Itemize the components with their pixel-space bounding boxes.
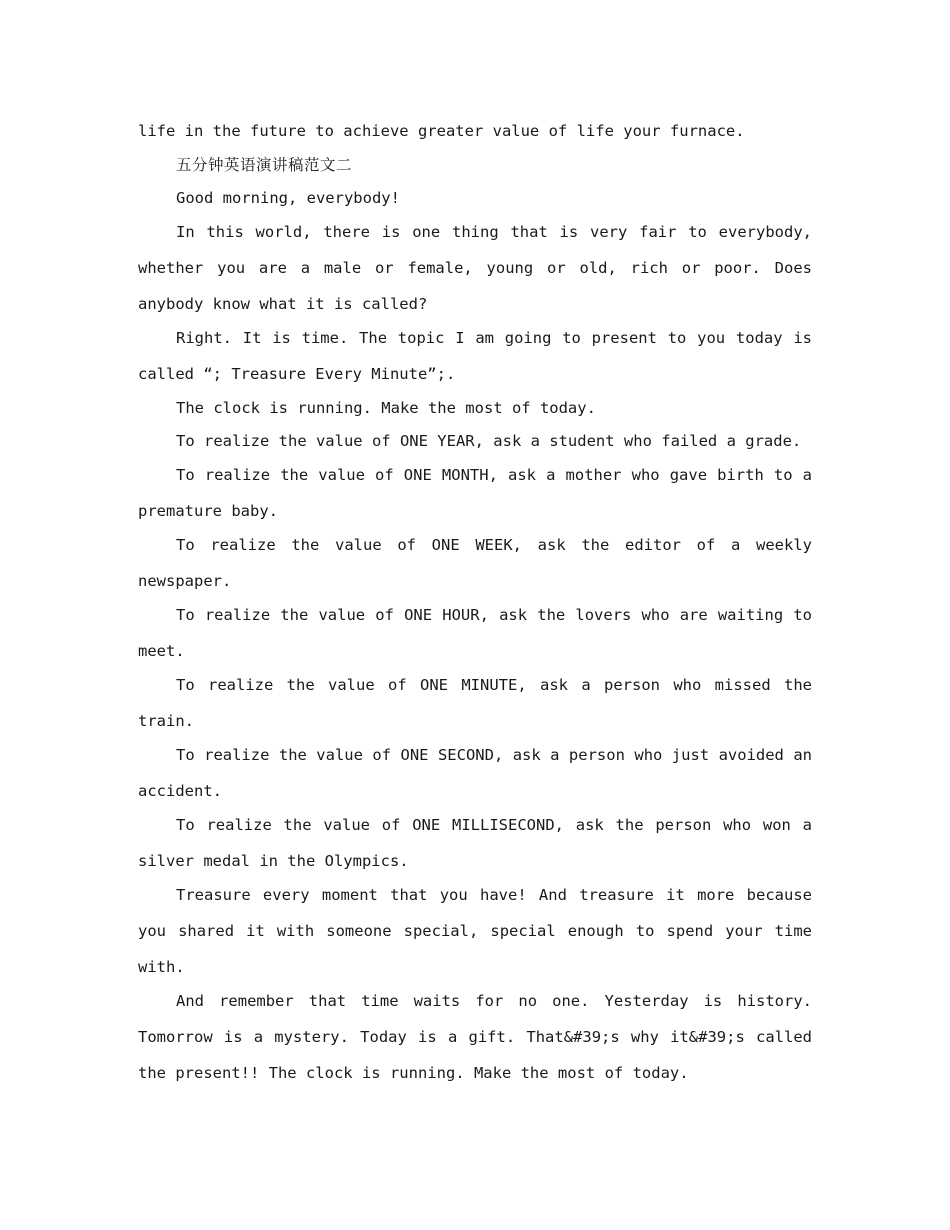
paragraph-line: To realize the value of ONE MILLISECOND, ask the person who won a <box>176 816 812 834</box>
paragraph-line: accident. <box>138 782 222 800</box>
greeting: Good morning, everybody! <box>176 189 400 207</box>
paragraph-line: In this world, there is one thing that is very fair to everybody, <box>176 223 812 241</box>
paragraph-line: train. <box>138 712 194 730</box>
paragraph-line: Treasure every moment that you have! And treasure it more because <box>176 886 812 904</box>
paragraph-line: silver medal in the Olympics. <box>138 852 409 870</box>
paragraph-line: meet. <box>138 642 185 660</box>
paragraph-line: Tomorrow is a mystery. Today is a gift. That&#39;s why it&#39;s called <box>138 1028 812 1046</box>
paragraph-line: with. <box>138 958 185 976</box>
paragraph-line: called “; Treasure Every Minute”;. <box>138 365 456 383</box>
paragraph-line: To realize the value of ONE HOUR, ask the lovers who are waiting to <box>176 606 812 624</box>
continuation-line: life in the future to achieve greater value of life your furnace. <box>138 122 745 140</box>
paragraph-line: you shared it with someone special, special enough to spend your time <box>138 922 812 940</box>
paragraph-line: The clock is running. Make the most of today. <box>176 399 596 417</box>
paragraph-line: newspaper. <box>138 572 232 590</box>
paragraph-line: the present!! The clock is running. Make the most of today. <box>138 1064 689 1082</box>
paragraph-line: anybody know what it is called? <box>138 295 428 313</box>
paragraph-line: To realize the value of ONE YEAR, ask a student who failed a grade. <box>176 432 802 450</box>
paragraph-line: And remember that time waits for no one. Yesterday is history. <box>176 992 812 1010</box>
paragraph-line: whether you are a male or female, young or old, rich or poor. Does <box>138 259 812 277</box>
paragraph-line: premature baby. <box>138 502 278 520</box>
section-heading: 五分钟英语演讲稿范文二 <box>176 156 353 174</box>
paragraph-line: To realize the value of ONE MONTH, ask a mother who gave birth to a <box>176 466 812 484</box>
paragraph-line: To realize the value of ONE MINUTE, ask a person who missed the <box>176 676 812 694</box>
paragraph-line: Right. It is time. The topic I am going to present to you today is <box>176 329 812 347</box>
paragraph-line: To realize the value of ONE WEEK, ask the editor of a weekly <box>176 536 812 554</box>
paragraph-line: To realize the value of ONE SECOND, ask a person who just avoided an <box>176 746 812 764</box>
